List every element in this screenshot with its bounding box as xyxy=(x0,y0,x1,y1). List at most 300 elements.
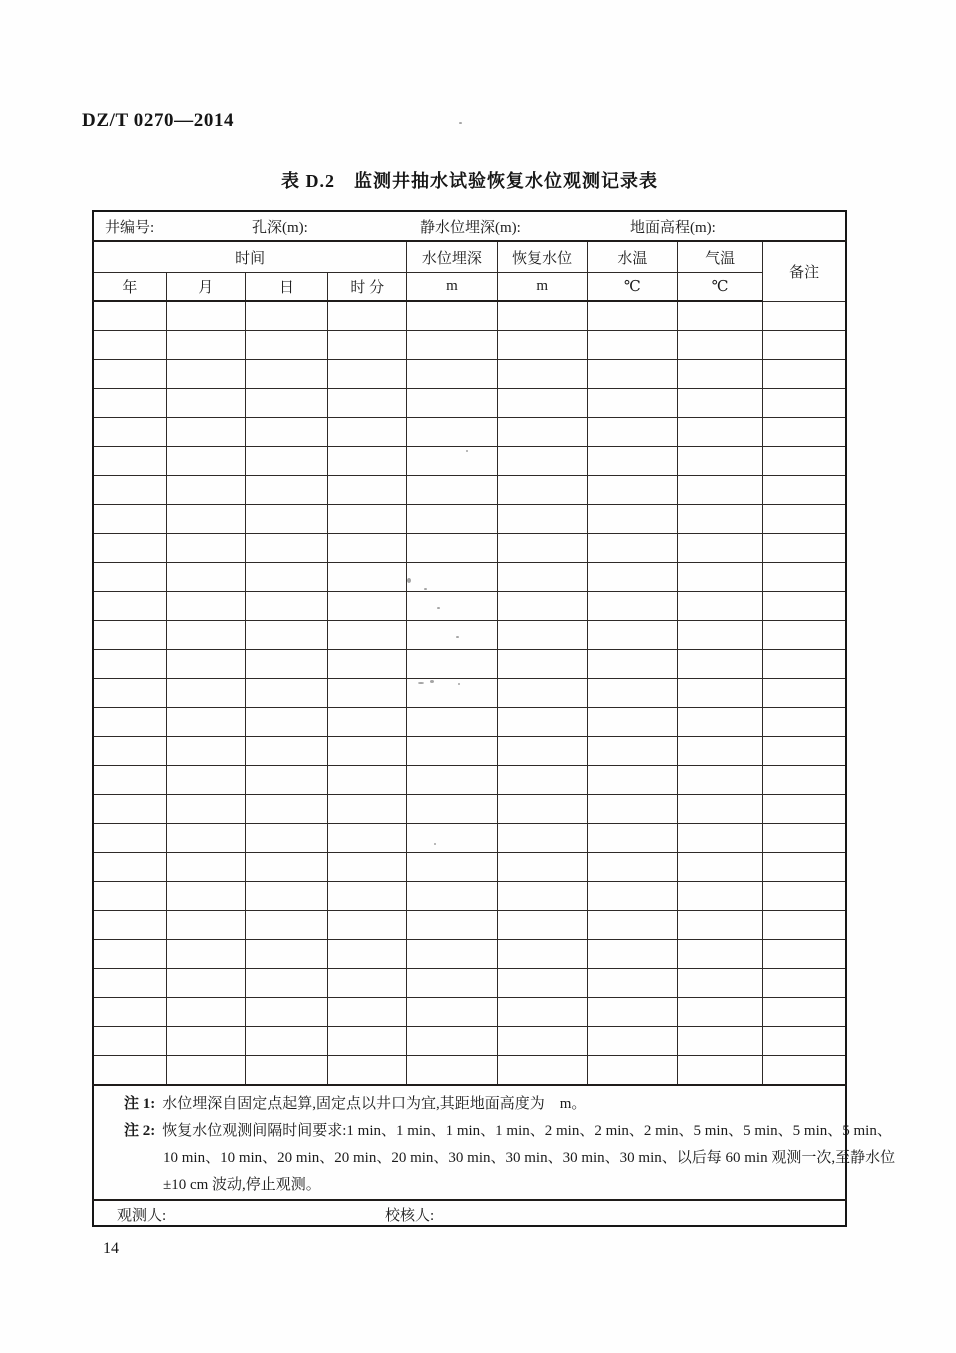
empty-cell xyxy=(678,650,763,679)
empty-cell xyxy=(166,1056,245,1086)
empty-cell xyxy=(166,998,245,1027)
empty-cell xyxy=(407,592,497,621)
empty-cell xyxy=(93,824,166,853)
scan-artifact xyxy=(458,683,460,685)
empty-cell xyxy=(678,534,763,563)
empty-cell xyxy=(407,1056,497,1086)
empty-cell xyxy=(245,418,327,447)
empty-cell xyxy=(166,679,245,708)
empty-cell xyxy=(328,940,407,969)
empty-cell xyxy=(245,737,327,766)
empty-cell xyxy=(763,592,846,621)
empty-cell xyxy=(763,418,846,447)
empty-cell xyxy=(678,911,763,940)
empty-cell xyxy=(497,1056,587,1086)
observer-label: 观测人: xyxy=(117,1208,167,1224)
empty-cell xyxy=(245,969,327,998)
empty-cell xyxy=(407,853,497,882)
empty-cell xyxy=(328,795,407,824)
empty-cell xyxy=(678,447,763,476)
empty-cell xyxy=(245,853,327,882)
note-2-label: 注 2: xyxy=(124,1123,156,1139)
empty-cell xyxy=(166,534,245,563)
empty-cell xyxy=(166,940,245,969)
empty-cell xyxy=(245,360,327,389)
empty-cell xyxy=(166,882,245,911)
empty-cell xyxy=(328,592,407,621)
empty-cell xyxy=(497,911,587,940)
empty-record-row xyxy=(93,389,846,418)
empty-cell xyxy=(166,621,245,650)
empty-cell xyxy=(678,969,763,998)
scan-artifact xyxy=(456,636,459,638)
empty-cell xyxy=(763,505,846,534)
empty-cell xyxy=(93,505,166,534)
empty-cell xyxy=(587,621,677,650)
empty-cell xyxy=(166,853,245,882)
ground-elevation-label: 地面高程(m): xyxy=(630,220,716,236)
empty-cell xyxy=(166,301,245,331)
empty-record-row xyxy=(93,476,846,505)
empty-cell xyxy=(245,1056,327,1086)
empty-cell xyxy=(678,360,763,389)
empty-cell xyxy=(245,1027,327,1056)
empty-cell xyxy=(678,331,763,360)
empty-cell xyxy=(763,1027,846,1056)
empty-cell xyxy=(497,621,587,650)
table-title: 表 D.2 监测井抽水试验恢复水位观测记录表 xyxy=(281,171,658,191)
info-row xyxy=(93,211,846,241)
empty-cell xyxy=(678,563,763,592)
empty-cell xyxy=(245,795,327,824)
empty-cell xyxy=(328,1027,407,1056)
empty-cell xyxy=(763,911,846,940)
table-footer xyxy=(93,1085,896,1226)
empty-cell xyxy=(166,360,245,389)
empty-cell xyxy=(587,1027,677,1056)
note-2-text-line-3: ±10 cm 波动,停止观测。 xyxy=(163,1177,321,1193)
empty-cell xyxy=(166,505,245,534)
empty-cell xyxy=(245,998,327,1027)
empty-cell xyxy=(93,534,166,563)
standard-number: DZ/T 0270—2014 xyxy=(82,110,235,131)
empty-cell xyxy=(328,1056,407,1086)
table-header xyxy=(93,211,846,301)
empty-cell xyxy=(93,679,166,708)
note-2-text-line-1: 恢复水位观测间隔时间要求:1 min、1 min、1 min、1 min、2 min、2 min、2 min、5 min、5 min、5 min、5 min、 xyxy=(162,1123,892,1139)
empty-cell xyxy=(587,708,677,737)
empty-cell xyxy=(328,563,407,592)
empty-cell xyxy=(497,592,587,621)
empty-record-row xyxy=(93,534,846,563)
empty-record-row xyxy=(93,360,846,389)
empty-cell xyxy=(763,563,846,592)
empty-record-row xyxy=(93,911,846,940)
empty-cell xyxy=(328,447,407,476)
empty-cell xyxy=(328,853,407,882)
empty-cell xyxy=(587,592,677,621)
empty-cell xyxy=(328,708,407,737)
empty-cell xyxy=(245,476,327,505)
empty-cell xyxy=(587,563,677,592)
col-header-remark: 备注 xyxy=(763,241,846,301)
empty-cell xyxy=(763,389,846,418)
empty-cell xyxy=(166,331,245,360)
empty-cell xyxy=(763,795,846,824)
empty-cell xyxy=(93,476,166,505)
empty-cell xyxy=(328,534,407,563)
empty-cell xyxy=(93,447,166,476)
empty-cell xyxy=(245,563,327,592)
empty-cell xyxy=(678,766,763,795)
empty-cell xyxy=(407,824,497,853)
scan-artifact xyxy=(466,450,468,452)
empty-cell xyxy=(678,882,763,911)
empty-cell xyxy=(678,737,763,766)
empty-cell xyxy=(328,882,407,911)
empty-cell xyxy=(245,940,327,969)
empty-cell xyxy=(587,331,677,360)
note-1 xyxy=(94,1091,845,1118)
signature-cell xyxy=(93,1200,846,1226)
empty-record-row xyxy=(93,331,846,360)
empty-cell xyxy=(587,418,677,447)
empty-cell xyxy=(407,418,497,447)
empty-cell xyxy=(763,476,846,505)
empty-cell xyxy=(407,360,497,389)
empty-cell xyxy=(166,708,245,737)
unit-water-temp: ℃ xyxy=(587,273,677,302)
empty-cell xyxy=(407,476,497,505)
empty-cell xyxy=(678,679,763,708)
empty-cell xyxy=(763,766,846,795)
empty-cell xyxy=(678,476,763,505)
hole-depth-label: 孔深(m): xyxy=(252,220,308,236)
column-group-row xyxy=(93,241,846,273)
empty-cell xyxy=(763,940,846,969)
record-table xyxy=(92,210,896,1227)
notes-row xyxy=(93,1085,846,1200)
empty-cell xyxy=(587,1056,677,1086)
empty-cell xyxy=(166,418,245,447)
column-units-row xyxy=(93,273,846,302)
empty-cell xyxy=(166,650,245,679)
empty-cell xyxy=(245,621,327,650)
empty-record-row xyxy=(93,998,846,1027)
empty-record-row xyxy=(93,418,846,447)
empty-cell xyxy=(245,708,327,737)
col-header-water-temp: 水温 xyxy=(587,241,677,273)
empty-cell xyxy=(407,940,497,969)
empty-cell xyxy=(407,969,497,998)
empty-cell xyxy=(407,389,497,418)
empty-record-row xyxy=(93,882,846,911)
empty-cell xyxy=(587,882,677,911)
empty-cell xyxy=(678,301,763,331)
empty-record-row xyxy=(93,447,846,476)
empty-record-row xyxy=(93,795,846,824)
note-2 xyxy=(94,1118,892,1145)
empty-cell xyxy=(328,331,407,360)
empty-cell xyxy=(497,447,587,476)
empty-cell xyxy=(245,766,327,795)
empty-cell xyxy=(763,853,846,882)
scan-artifact xyxy=(424,588,427,590)
empty-cell xyxy=(497,563,587,592)
scan-artifact xyxy=(459,122,462,124)
empty-cell xyxy=(497,969,587,998)
empty-cell xyxy=(587,853,677,882)
empty-cell xyxy=(587,998,677,1027)
empty-cell xyxy=(587,911,677,940)
empty-cell xyxy=(166,1027,245,1056)
empty-cell xyxy=(497,998,587,1027)
empty-cell xyxy=(93,389,166,418)
blank-data-rows xyxy=(93,301,846,1085)
empty-cell xyxy=(328,824,407,853)
empty-cell xyxy=(328,679,407,708)
empty-cell xyxy=(763,824,846,853)
empty-cell xyxy=(166,476,245,505)
empty-cell xyxy=(407,621,497,650)
empty-cell xyxy=(763,708,846,737)
empty-cell xyxy=(763,447,846,476)
empty-cell xyxy=(763,679,846,708)
empty-cell xyxy=(245,301,327,331)
empty-cell xyxy=(763,650,846,679)
empty-cell xyxy=(93,882,166,911)
empty-cell xyxy=(93,940,166,969)
empty-cell xyxy=(93,795,166,824)
empty-cell xyxy=(245,389,327,418)
empty-cell xyxy=(166,563,245,592)
empty-cell xyxy=(407,911,497,940)
empty-cell xyxy=(678,824,763,853)
empty-cell xyxy=(166,766,245,795)
empty-cell xyxy=(93,592,166,621)
empty-cell xyxy=(166,911,245,940)
empty-cell xyxy=(678,998,763,1027)
empty-cell xyxy=(328,969,407,998)
empty-record-row xyxy=(93,940,846,969)
empty-record-row xyxy=(93,853,846,882)
scan-artifact xyxy=(407,578,411,583)
empty-cell xyxy=(497,882,587,911)
empty-cell xyxy=(93,1027,166,1056)
empty-cell xyxy=(407,447,497,476)
empty-cell xyxy=(245,911,327,940)
empty-cell xyxy=(93,418,166,447)
empty-cell xyxy=(587,650,677,679)
empty-cell xyxy=(245,650,327,679)
empty-cell xyxy=(93,621,166,650)
empty-cell xyxy=(587,795,677,824)
empty-cell xyxy=(678,1056,763,1086)
empty-cell xyxy=(587,360,677,389)
empty-cell xyxy=(407,534,497,563)
empty-cell xyxy=(763,301,846,331)
empty-cell xyxy=(763,621,846,650)
empty-cell xyxy=(407,301,497,331)
empty-cell xyxy=(245,592,327,621)
scan-artifact xyxy=(434,843,436,845)
empty-cell xyxy=(245,824,327,853)
empty-cell xyxy=(587,969,677,998)
empty-cell xyxy=(763,737,846,766)
empty-cell xyxy=(407,882,497,911)
empty-cell xyxy=(245,534,327,563)
empty-cell xyxy=(678,418,763,447)
static-level-label: 静水位埋深(m): xyxy=(420,220,521,236)
empty-cell xyxy=(497,853,587,882)
info-cell xyxy=(93,211,846,241)
empty-record-row xyxy=(93,969,846,998)
empty-record-row xyxy=(93,1027,846,1056)
note-1-label: 注 1: xyxy=(124,1096,156,1112)
empty-cell xyxy=(587,505,677,534)
empty-cell xyxy=(587,766,677,795)
empty-cell xyxy=(93,360,166,389)
empty-cell xyxy=(407,795,497,824)
empty-cell xyxy=(328,476,407,505)
empty-cell xyxy=(587,824,677,853)
empty-cell xyxy=(328,418,407,447)
empty-cell xyxy=(328,650,407,679)
empty-cell xyxy=(328,911,407,940)
empty-cell xyxy=(407,1027,497,1056)
empty-cell xyxy=(497,824,587,853)
scan-artifact xyxy=(430,680,434,683)
scan-artifact xyxy=(418,682,424,684)
empty-record-row xyxy=(93,708,846,737)
col-header-recovery-level: 恢复水位 xyxy=(497,241,587,273)
empty-cell xyxy=(93,998,166,1027)
empty-cell xyxy=(587,301,677,331)
empty-record-row xyxy=(93,650,846,679)
empty-cell xyxy=(763,360,846,389)
empty-cell xyxy=(328,360,407,389)
empty-cell xyxy=(587,737,677,766)
empty-cell xyxy=(497,389,587,418)
empty-cell xyxy=(166,592,245,621)
empty-cell xyxy=(763,1056,846,1086)
col-header-month: 月 xyxy=(166,273,245,302)
empty-cell xyxy=(93,301,166,331)
empty-cell xyxy=(328,766,407,795)
empty-cell xyxy=(245,505,327,534)
empty-cell xyxy=(678,1027,763,1056)
empty-cell xyxy=(407,563,497,592)
empty-cell xyxy=(587,447,677,476)
empty-cell xyxy=(497,360,587,389)
well-id-label: 井编号: xyxy=(105,220,155,236)
empty-cell xyxy=(497,418,587,447)
empty-cell xyxy=(587,940,677,969)
col-header-hour-minute: 时 分 xyxy=(328,273,407,302)
empty-cell xyxy=(328,389,407,418)
empty-record-row xyxy=(93,824,846,853)
unit-recovery-level: m xyxy=(497,273,587,302)
empty-cell xyxy=(497,737,587,766)
empty-cell xyxy=(497,940,587,969)
unit-water-level-depth: m xyxy=(407,273,497,302)
col-header-year: 年 xyxy=(93,273,166,302)
col-header-air-temp: 气温 xyxy=(678,241,763,273)
empty-cell xyxy=(245,882,327,911)
empty-cell xyxy=(328,737,407,766)
empty-cell xyxy=(407,737,497,766)
col-header-water-level-depth: 水位埋深 xyxy=(407,241,497,273)
empty-cell xyxy=(497,795,587,824)
empty-cell xyxy=(166,969,245,998)
empty-cell xyxy=(407,766,497,795)
empty-cell xyxy=(245,447,327,476)
empty-cell xyxy=(763,882,846,911)
empty-cell xyxy=(93,563,166,592)
empty-cell xyxy=(93,708,166,737)
empty-record-row xyxy=(93,563,846,592)
empty-cell xyxy=(407,708,497,737)
empty-cell xyxy=(497,301,587,331)
signature-row xyxy=(93,1200,846,1226)
empty-cell xyxy=(678,940,763,969)
empty-cell xyxy=(678,795,763,824)
note-1-text: 水位埋深自固定点起算,固定点以井口为宜,其距地面高度为 m。 xyxy=(162,1096,587,1112)
empty-cell xyxy=(166,389,245,418)
empty-cell xyxy=(93,969,166,998)
empty-cell xyxy=(763,534,846,563)
empty-cell xyxy=(328,621,407,650)
empty-cell xyxy=(245,679,327,708)
empty-cell xyxy=(245,331,327,360)
empty-cell xyxy=(166,824,245,853)
scan-artifact xyxy=(437,607,440,609)
empty-cell xyxy=(93,331,166,360)
empty-cell xyxy=(678,708,763,737)
notes-cell xyxy=(93,1085,896,1200)
empty-record-row xyxy=(93,505,846,534)
empty-cell xyxy=(93,766,166,795)
note-2-text-line-2: 10 min、10 min、20 min、20 min、20 min、30 min、30 min、30 min、30 min、以后每 60 min 观测一次,至静水位 xyxy=(163,1150,896,1166)
empty-cell xyxy=(497,766,587,795)
checker-label: 校核人: xyxy=(385,1208,435,1224)
empty-cell xyxy=(328,998,407,1027)
col-header-time: 时间 xyxy=(93,241,407,273)
empty-cell xyxy=(497,534,587,563)
empty-cell xyxy=(328,301,407,331)
empty-record-row xyxy=(93,766,846,795)
empty-cell xyxy=(587,389,677,418)
empty-cell xyxy=(497,708,587,737)
empty-cell xyxy=(497,650,587,679)
empty-record-row xyxy=(93,1056,846,1086)
empty-cell xyxy=(678,592,763,621)
empty-cell xyxy=(763,969,846,998)
empty-cell xyxy=(407,505,497,534)
empty-record-row xyxy=(93,737,846,766)
empty-cell xyxy=(763,998,846,1027)
empty-cell xyxy=(497,331,587,360)
empty-cell xyxy=(587,476,677,505)
empty-cell xyxy=(678,853,763,882)
empty-cell xyxy=(166,447,245,476)
empty-cell xyxy=(93,650,166,679)
empty-cell xyxy=(678,505,763,534)
empty-cell xyxy=(497,1027,587,1056)
empty-cell xyxy=(328,505,407,534)
empty-cell xyxy=(93,911,166,940)
empty-cell xyxy=(497,679,587,708)
